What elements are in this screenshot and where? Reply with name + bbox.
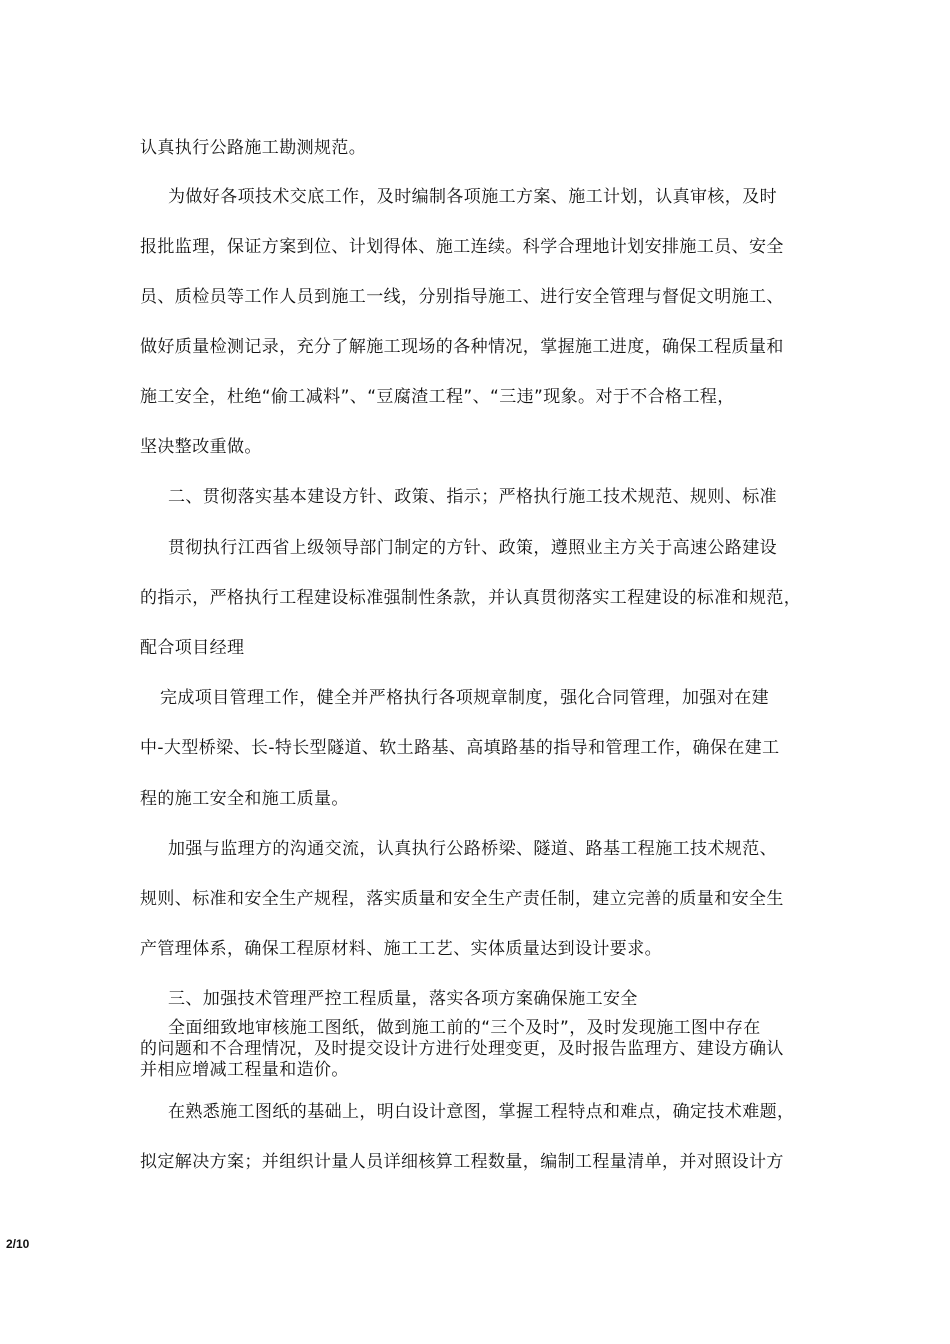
text-line: 的指示，严格执行工程建设标准强制性条款，并认真贯彻落实工程建设的标准和规范， xyxy=(140,588,802,608)
text-line: 施工安全，杜绝“偷工减料”、“豆腐渣工程”、“三违”现象。对于不合格工程， xyxy=(140,387,735,407)
text-line: 拟定解决方案；并组织计量人员详细核算工程数量，编制工程量清单，并对照设计方 xyxy=(140,1152,784,1172)
text-line: 的问题和不合理情况，及时提交设计方进行处理变更，及时报告监理方、建设方确认 xyxy=(140,1039,784,1059)
text-line: 为做好各项技术交底工作，及时编制各项施工方案、施工计划，认真审核，及时 xyxy=(168,187,777,207)
text-line: 完成项目管理工作，健全并严格执行各项规章制度，强化合同管理，加强对在建 xyxy=(160,688,769,708)
text-line: 程的施工安全和施工质量。 xyxy=(140,789,349,809)
text-line: 并相应增减工程量和造价。 xyxy=(140,1060,349,1080)
text-line: 在熟悉施工图纸的基础上，明白设计意图，掌握工程特点和难点，确定技术难题， xyxy=(168,1102,795,1122)
text-line: 配合项目经理 xyxy=(140,638,245,658)
text-line: 加强与监理方的沟通交流，认真执行公路桥梁、隧道、路基工程施工技术规范、 xyxy=(168,839,777,859)
text-line: 中-大型桥梁、长-特长型隧道、软土路基、高填路基的指导和管理工作，确保在建工 xyxy=(140,738,780,758)
text-line: 产管理体系，确保工程原材料、施工工艺、实体质量达到设计要求。 xyxy=(140,939,662,959)
text-line: 贯彻执行江西省上级领导部门制定的方针、政策，遵照业主方关于高速公路建设 xyxy=(168,538,777,558)
text-line: 全面细致地审核施工图纸，做到施工前的“三个及时”，及时发现施工图中存在 xyxy=(168,1018,761,1038)
text-line: 二、贯彻落实基本建设方针、政策、指示；严格执行施工技术规范、规则、标准 xyxy=(168,487,777,507)
page-number: 2/10 xyxy=(6,1237,30,1251)
text-line: 三、加强技术管理严控工程质量，落实各项方案确保施工安全 xyxy=(168,989,638,1009)
text-line: 报批监理，保证方案到位、计划得体、施工连续。科学合理地计划安排施工员、安全 xyxy=(140,237,784,257)
text-line: 规则、标准和安全生产规程，落实质量和安全生产责任制，建立完善的质量和安全生 xyxy=(140,889,784,909)
text-line: 做好质量检测记录，充分了解施工现场的各种情况，掌握施工进度，确保工程质量和 xyxy=(140,337,784,357)
text-line: 员、质检员等工作人员到施工一线，分别指导施工、进行安全管理与督促文明施工、 xyxy=(140,287,784,307)
text-line: 坚决整改重做。 xyxy=(140,437,262,457)
text-line: 认真执行公路施工勘测规范。 xyxy=(140,138,367,158)
